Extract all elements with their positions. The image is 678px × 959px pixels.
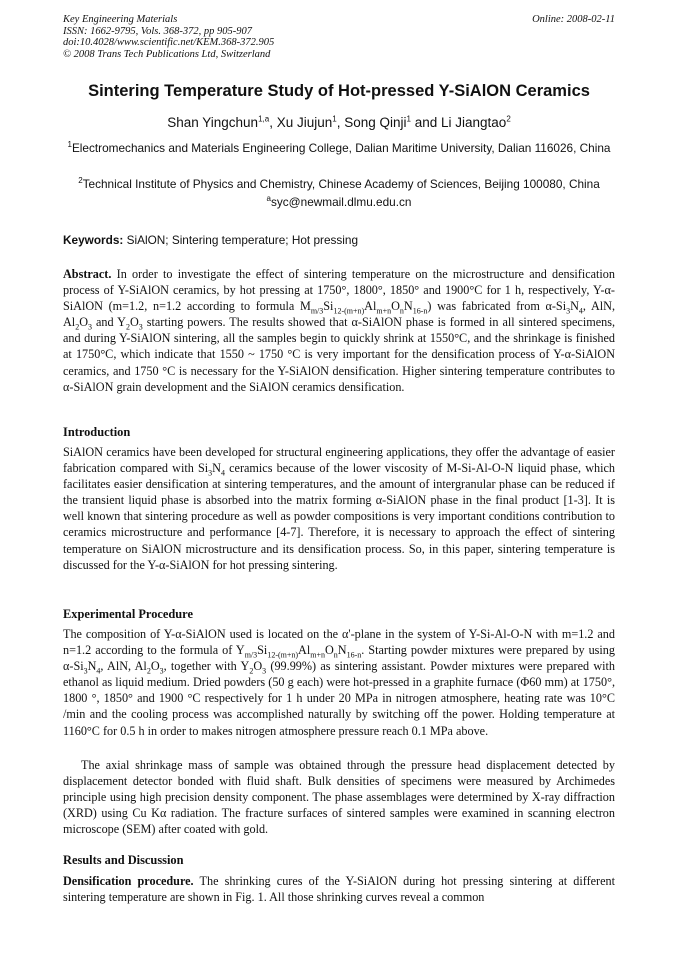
author-superscript: 2	[506, 114, 511, 124]
keywords-label: Keywords:	[63, 233, 124, 247]
affiliation-marker: 2	[78, 176, 83, 186]
author-superscript: 1	[332, 114, 337, 124]
keywords-line	[63, 233, 615, 247]
results-heading: Results and Discussion	[63, 853, 184, 867]
author-list	[40, 115, 638, 130]
author-name: Li Jiangtao	[441, 115, 507, 130]
introduction-paragraph: SiAlON ceramics have been developed for structural engineering applications, they offer the advantage of easier fabrication compared with $Si_3N_4$ ceramics because of the lower viscosity of M-Si-Al-O-N liquid phase, which facilitates easier densification at sintering temperatures, and the amount of intergranular phase can be reduced if the transient liquid phase is absorbed into the matrix forming α-SiAlON phase in the final product [1-3]. It is well known that sintering procedure as well as powder compositions is very important conditions contribution to ceramics microstructure and performance [4-7]. Therefore, it is necessary to approach the effect of sintering temperature on SiAlON microstructure and its densification process. So, in this paper, sintering temperature is discussed for the Y-α-SiAlON for hot pressing sintering.	[63, 445, 615, 572]
abstract-paragraph: Abstract. In order to investigate the effect of sintering temperature on the microstructure and densification process of Y-SiAlON ceramics, by hot pressing at 1750°, 1800°, 1850° and 1900°C for 1 h, respectively, Y-α-SiAlON (m=1.2, n=1.2 according to formula $M_{m/3}Si_{12-(m+n)}Al_{m+n}O_nN_{16-n}$) was fabricated from $\alpha-Si_3N_4$, AlN, $Al_2O_3$ and $Y_2O_3$ starting powers. The results showed that α-SiAlON phase is formed in all sintered specimens, and during Y-SiAlON sintering, all the samples begin to quickly shrink at 1550°C, and the shrinkage is finished at 1750°C, which indicate that 1550 ~ 1750 °C is very important for the densification process of Y-α-SiAlON ceramics, and 1750 °C is necessary for the Y-SiAlON densification. Higher sintering temperature contributes to α-SiAlON grain development and the SiAlON ceramics densification.	[63, 267, 615, 394]
copyright-line: © 2008 Trans Tech Publications Ltd, Switzerland	[63, 48, 271, 60]
issn-line: ISSN: 1662-9795, Vols. 368-372, pp 905-907	[63, 25, 252, 37]
introduction-heading: Introduction	[63, 425, 131, 439]
author-superscript: 1	[406, 114, 411, 124]
affiliation-text: Electromechanics and Materials Engineering College, Dalian Maritime University, Dalian 116026, China	[71, 141, 611, 155]
results-paragraph: Densification procedure. The shrinking cures of the Y-SiAlON during hot pressing sintering at different sintering temperature are shown in Fig. 1. All those shrinking curves reveal a common	[63, 874, 615, 905]
affiliation-marker: 1	[67, 140, 72, 150]
keywords-text: SiAlON; Sintering temperature; Hot pressing	[123, 233, 359, 247]
affiliation-2	[63, 176, 615, 192]
experimental-heading: Experimental Procedure	[63, 607, 193, 621]
author-name: Song Qinji	[344, 115, 407, 130]
online-date: Online: 2008-02-11	[532, 14, 615, 25]
email-marker: a	[266, 194, 271, 204]
subsection-label: Densification procedure.	[63, 874, 194, 888]
affiliation-1	[63, 140, 615, 156]
author-name: Shan Yingchun	[167, 115, 259, 130]
experimental-paragraph-2: The axial shrinkage mass of sample was obtained through the pressure head displacement detected by displacement detector bonded with fluid shaft. Bulk densities of specimens were measured by Archimedes principle using high precision density component. The phase assemblages were determined by X-ray diffraction (XRD) using Cu Kα radiation. The fracture surfaces of sintered samples were examined in scanning electron microscope (SEM) after coated with gold.	[63, 758, 615, 837]
contact-email	[63, 195, 615, 209]
author-name: Xu Jiujun	[276, 115, 333, 130]
author-separator: ,	[336, 115, 345, 130]
doi-line: doi:10.4028/www.scientific.net/KEM.368-372.905	[63, 37, 275, 48]
author-separator: and	[410, 115, 441, 130]
abstract-label: Abstract.	[63, 267, 112, 281]
paper-title: Sintering Temperature Study of Hot-pressed Y-SiAlON Ceramics	[88, 82, 590, 100]
experimental-paragraph: The composition of Y-α-SiAlON used is located on the α'-plane in the system of Y-Si-Al-O-N with m=1.2 and n=1.2 according to the formula of $Y_{m/3}Si_{12-(m+n)}Al_{m+n}O_nN_{16-n}$. Starting powder mixtures were prepared by using $\alpha-Si_3N_4$, AlN, $Al_2O_3$, together with $Y_2O_3$ (99.99%) as sintering assistant. Powder mixtures were prepared with ethanol as liquid medium. Dried powders (50 g each) were hot-pressed in a graphite furnace (Φ60 mm) at 1750°, 1800 °, 1850° and 1900 °C respectively for 1 h under 20 MPa in nitrogen atmosphere, heating rate was 10°C /min and the cooling process was accomplished naturally by switching off the power. Holding temperature at 1160°C for 0.5 h in order to makes nitrogen atmosphere pressure reach 0.1 MPa above.	[63, 627, 615, 738]
journal-header	[63, 14, 615, 60]
author-separator: ,	[269, 115, 277, 130]
author-superscript: 1,a	[258, 114, 270, 124]
journal-name: Key Engineering Materials	[63, 14, 178, 25]
affiliation-text: Technical Institute of Physics and Chemistry, Chinese Academy of Sciences, Beijing 100080, China	[82, 177, 600, 191]
email-text[interactable]: syc@newmail.dlmu.edu.cn	[270, 195, 412, 209]
